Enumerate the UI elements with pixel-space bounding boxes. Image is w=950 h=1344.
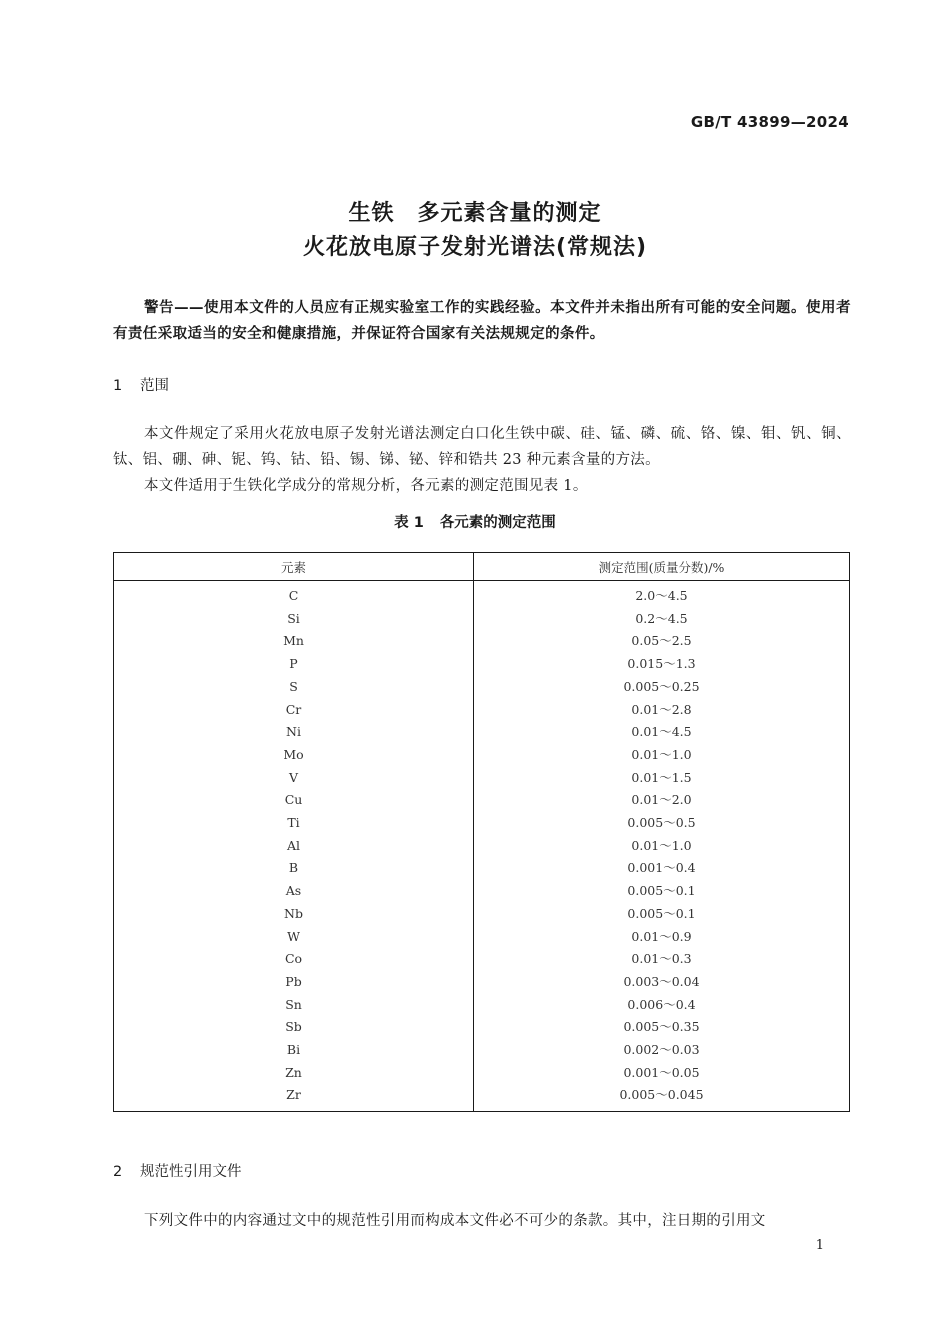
element-cell: S [114,676,474,699]
table-caption-number: 表 1 [394,515,424,531]
element-cell: Mo [114,744,474,767]
range-cell: 0.005～0.25 [623,678,700,694]
element-cell: V [114,767,474,790]
table-row [114,721,850,744]
scope-paragraph-1: 本文件规定了采用火花放电原子发射光谱法测定白口化生铁中碳、硅、锰、磷、硫、铬、镍、钼、钒、铜、钛、铝、硼、砷、铌、钨、钴、铅、锡、锑、铋、锌和锆共 23 种元素含量的方法。 [113,426,851,468]
element-cell: Si [114,608,474,631]
range-cell: 2.0～4.5 [635,588,688,603]
table-body [114,581,850,1112]
element-cell: Cu [114,789,474,812]
element-cell: Zn [114,1062,474,1085]
range-cell: 0.005～0.1 [627,905,696,921]
range-cell: 0.01～4.5 [631,724,692,740]
table-row [114,1016,850,1039]
element-cell: Ni [114,721,474,744]
element-cell: Ti [114,812,474,835]
range-cell: 0.003～0.04 [623,973,700,989]
section-number: 1 [113,378,123,394]
table-row [114,608,850,631]
table-caption [0,511,950,532]
element-cell: Al [114,835,474,858]
table-row [114,835,850,858]
section-heading-scope [113,374,169,395]
range-cell: 0.005～0.35 [623,1019,700,1035]
range-cell: 0.01～2.0 [631,792,692,808]
element-cell: Co [114,948,474,971]
range-cell: 0.001～0.05 [623,1064,700,1080]
element-cell: Pb [114,971,474,994]
range-cell: 0.01～1.5 [631,769,692,785]
standard-code: GB/T 43899—2024 [690,113,849,131]
element-cell: W [114,926,474,949]
warning-paragraph: 警告——使用本文件的人员应有正规实验室工作的实践经验。本文件并未指出所有可能的安全问题。使用者有责任采取适当的安全和健康措施，并保证符合国家有关法规规定的条件。 [113,300,851,342]
range-cell: 0.005～0.5 [627,815,696,831]
table-row [114,653,850,676]
table-row [114,630,850,653]
table-row [114,994,850,1017]
element-cell: Sn [114,994,474,1017]
element-range-table [113,552,850,1112]
document-title-line1: 生铁 多元素含量的测定 [348,201,602,226]
scope-paragraph-2: 本文件适用于生铁化学成分的常规分析，各元素的测定范围见表 1。 [144,478,588,494]
table-row [114,812,850,835]
range-cell: 0.015～1.3 [627,656,696,672]
range-cell: 0.01～0.3 [631,951,692,967]
document-title-line2: 火花放电原子发射光谱法(常规法) [302,235,648,260]
table-row [114,1084,850,1111]
element-cell: P [114,653,474,676]
table-header-row [114,553,850,581]
element-cell: Cr [114,699,474,722]
range-cell: 0.001～0.4 [627,860,696,876]
section-heading-normative-references [113,1160,242,1181]
table-row [114,699,850,722]
table-row [114,767,850,790]
element-cell: B [114,857,474,880]
references-paragraph: 下列文件中的内容通过文中的规范性引用而构成本文件必不可少的条款。其中，注日期的引用文 [144,1213,766,1229]
range-cell: 0.01～2.8 [631,701,692,717]
element-cell: Nb [114,903,474,926]
table-row [114,880,850,903]
page-number: 1 [815,1238,824,1253]
section-number: 2 [113,1164,123,1180]
column-header-element: 元素 [114,553,474,581]
table-row [114,1062,850,1085]
element-cell: C [114,581,474,608]
element-cell: Mn [114,630,474,653]
table-row [114,857,850,880]
section-title: 规范性引用文件 [140,1164,242,1180]
table-caption-title: 各元素的测定范围 [439,515,556,531]
table-row [114,903,850,926]
range-cell: 0.01～1.0 [631,837,692,853]
table-row [114,1039,850,1062]
range-cell: 0.2～4.5 [635,610,688,626]
table-row [114,971,850,994]
range-cell: 0.01～1.0 [631,746,692,762]
range-cell: 0.002～0.03 [623,1042,700,1058]
range-cell: 0.01～0.9 [631,928,692,944]
column-header-range: 测定范围(质量分数)/% [474,553,850,581]
element-cell: As [114,880,474,903]
table-row [114,789,850,812]
range-cell: 0.005～0.045 [619,1087,704,1103]
table-row [114,926,850,949]
table-row [114,744,850,767]
table-row [114,581,850,608]
element-cell: Bi [114,1039,474,1062]
element-cell: Zr [114,1084,474,1111]
section-title: 范围 [140,378,169,394]
element-cell: Sb [114,1016,474,1039]
range-cell: 0.005～0.1 [627,883,696,899]
table-row [114,948,850,971]
range-cell: 0.05～2.5 [631,633,692,649]
range-cell: 0.006～0.4 [627,996,696,1012]
table-row [114,676,850,699]
